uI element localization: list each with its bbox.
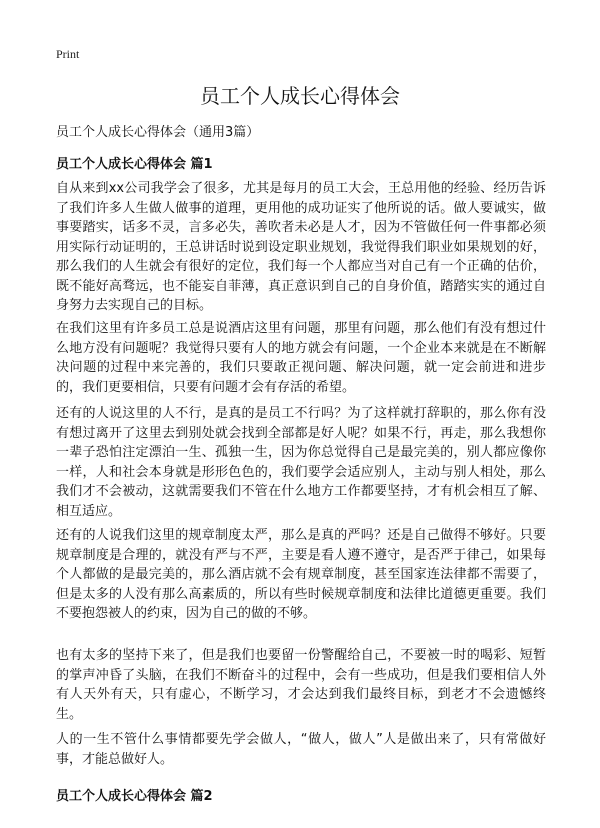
paragraph: 自从来到xx公司我学会了很多，尤其是每月的员工大会，王总用他的经验、经历告诉了我们许多人生做人做事的道理，更用他的成功证实了他所说的话。做人要诚实，做事要踏实，话多不灵，言多必失，善吹者未必是人才，因为不管做任何一件事都必须用实际行动证明的，王总讲话时说到设定职业规划，我觉得我们职业如果规划的好，那么我们的人生就会有很好的定位，我们每一个人都应当对自己有一个正确的估价，既不能好高骛远，也不能妄自菲薄，真正意识到自己的自身价值，踏踏实实的通过自身努力去实现自己的目标。 xyxy=(56,181,546,313)
paragraph: 也有太多的坚持下来了，但是我们也要留一份警醒给自己，不要被一时的喝彩、短暂的掌声冲昏了头脑，在我们不断奋斗的过程中，会有一些成功，但是我们要相信人外有人天外有天，只有虚心，不断学习，才会达到我们最终目标，到老才不会遗憾终生。 xyxy=(56,648,546,722)
document-title: 员工个人成长心得体会 xyxy=(200,84,400,108)
print-link[interactable]: Print xyxy=(56,47,80,61)
section-heading: 员工个人成长心得体会 篇2 xyxy=(56,789,213,804)
paragraph: 还有的人说我们这里的规章制度太严，那么是真的严吗？还是自己做得不够好。只要规章制度是合理的，就没有严与不严，主要是看人遵不遵守，是否严于律己，如果每个人都做的是最完美的，那么酒店就不会有规章制度，甚至国家连法律都不需要了，但是太多的人没有那么高素质的，所以有些时候规章制度和法律比道德更重要。我们不要抱怨被人的约束，因为自己的做的不够。 xyxy=(56,528,546,621)
section-heading: 员工个人成长心得体会 篇1 xyxy=(56,157,213,172)
paragraph: 还有的人说这里的人不行，是真的是员工不行吗？为了这样就打辞职的，那么你有没有想过离开了这里去到别处就会找到全部都是好人呢？如果不行，再走，那么我想你一辈子恐怕注定漂泊一生、孤独一生，因为你总觉得自己是最完美的，别人都应像你一样，人和社会本身就是形形色色的，我们要学会适应别人，主动与别人相处，那么我们才不会被动，这就需要我们不管在什么地方工作都要坚持，才有机会相互了解、相互适应。 xyxy=(56,406,546,519)
document-subtitle: 员工个人成长心得体会（通用3篇） xyxy=(56,125,260,140)
paragraph: 在我们这里有许多员工总是说酒店这里有问题，那里有问题，那么他们有没有想过什么地方没有问题呢？我觉得只要有人的地方就会有问题，一个企业本来就是在不断解决问题的过程中来完善的，我们只要敢正视问题、解决问题，就一定会前进和进步的，我们更要相信，只要有问题才会有存活的希望。 xyxy=(56,321,546,395)
paragraph: 人的一生不管什么事情都要先学会做人，“做人，做人”人是做出来了，只有常做好事，才能总做好人。 xyxy=(56,732,546,767)
